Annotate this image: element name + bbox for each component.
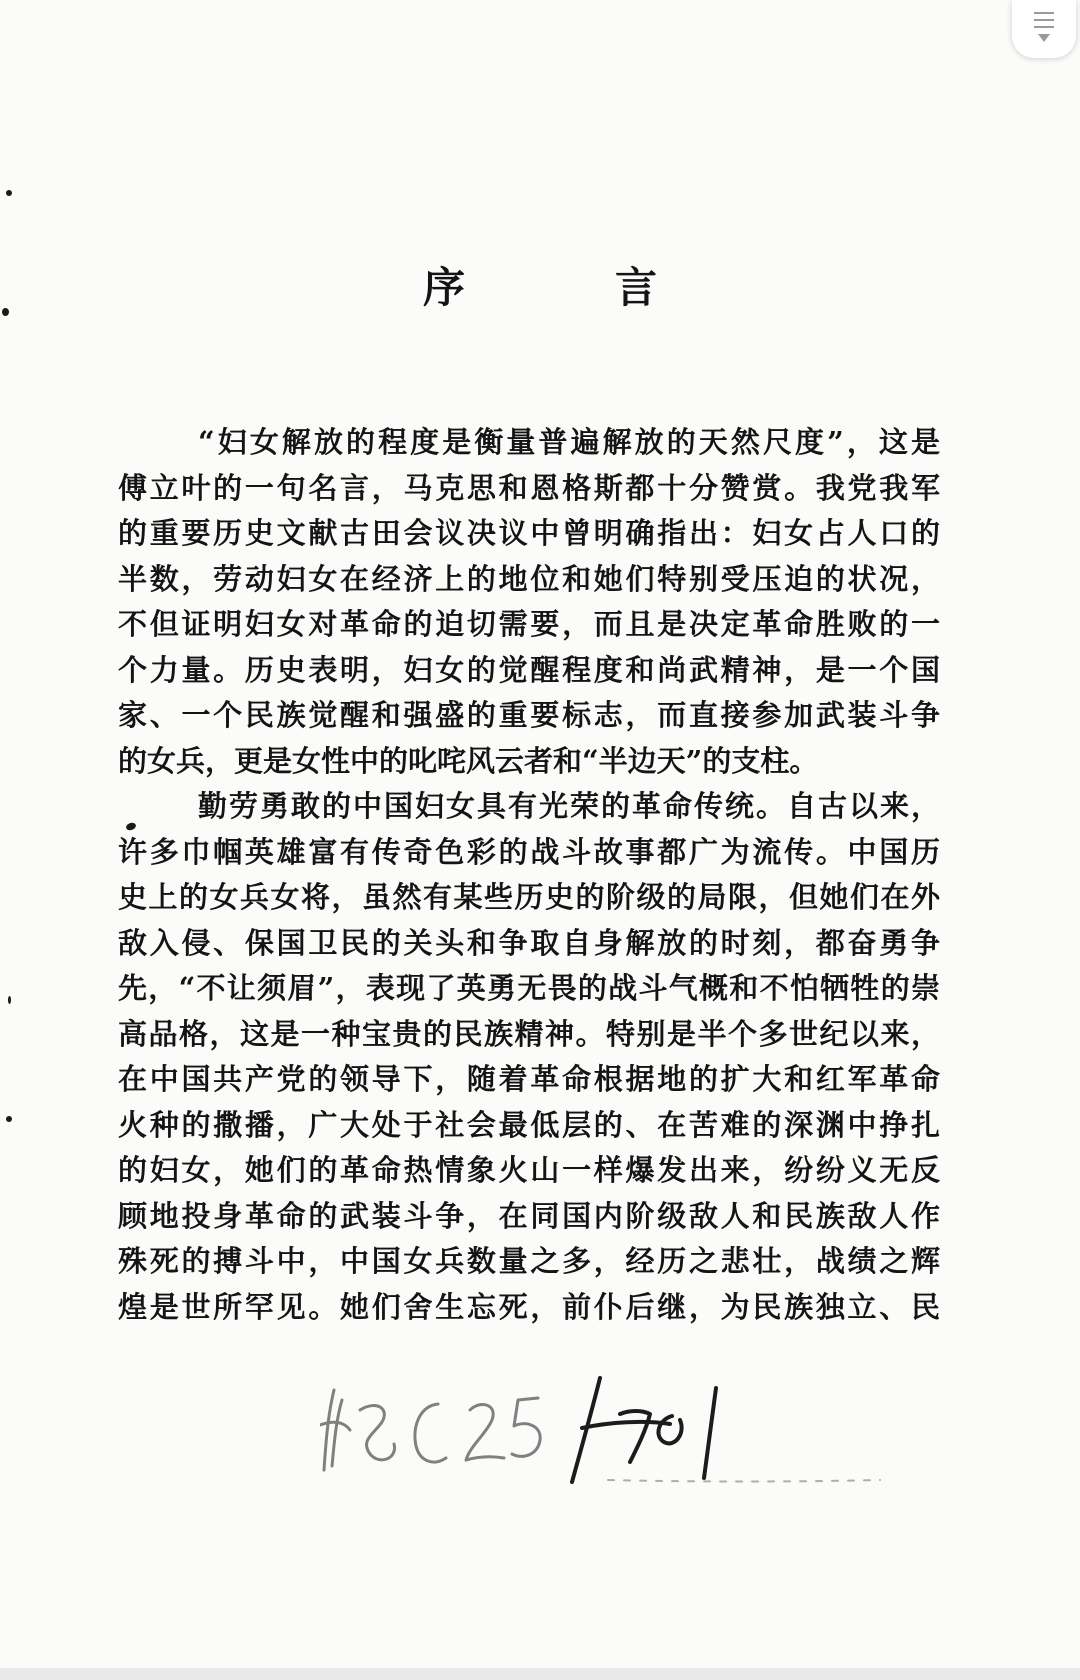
scan-speck	[8, 996, 11, 1004]
text-line: 不但证明妇女对革命的迫切需要，而且是决定革命胜败的一	[118, 607, 940, 641]
paragraph	[118, 420, 940, 784]
text-line: 敌入侵、保国卫民的关头和争取自身解放的时刻，都奋勇争	[118, 925, 940, 960]
handwritten-annotation	[320, 1370, 960, 1490]
text-line: 殊死的搏斗中，中国女兵数量之多，经历之悲壮，战绩之辉	[118, 1244, 940, 1278]
text-line: 的重要历史文献古田会议决议中曾明确指出：妇女占人口的	[118, 516, 940, 550]
text-line: 勤劳勇敢的中国妇女具有光荣的革命传统。自古以来，	[198, 789, 940, 823]
text-line: 史上的女兵女将，虽然有某些历史的阶级的局限，但她们在外	[118, 880, 940, 914]
text-line: 在中国共产党的领导下，随着革命根据地的扩大和红军革命	[118, 1062, 940, 1096]
text-line: 半数，劳动妇女在经济上的地位和她们特别受压迫的状况，	[118, 561, 940, 596]
text-line: 火种的撒播，广大处于社会最低层的、在苦难的深渊中挣扎	[118, 1107, 940, 1142]
text-line: 高品格，这是一种宝贵的民族精神。特别是半个多世纪以来，	[118, 1016, 940, 1051]
text-line: 的女兵，更是女性中的叱咤风云者和“半边天”的支柱。	[118, 743, 819, 778]
scroll-handle-bar	[1034, 26, 1054, 28]
scan-speck	[6, 190, 12, 196]
text-line: 许多巾帼英雄富有传奇色彩的战斗故事都广为流传。中国历	[118, 834, 940, 869]
title-char: 言	[615, 263, 658, 312]
chevron-down-icon	[1038, 34, 1050, 42]
scroll-handle-bar	[1034, 12, 1054, 14]
text-line: 的妇女，她们的革命热情象火山一样爆发出来，纷纷义无反	[118, 1153, 940, 1187]
body-text	[118, 420, 940, 1330]
scan-speck	[6, 1116, 12, 1122]
text-line: 家、一个民族觉醒和强盛的重要标志，而直接参加武装斗争	[118, 698, 940, 732]
page-title	[0, 258, 1080, 318]
paragraph	[118, 784, 940, 1330]
text-line: 煌是世所罕见。她们舍生忘死，前仆后继，为民族独立、民	[118, 1289, 940, 1324]
text-line: 傅立叶的一句名言，马克思和恩格斯都十分赞赏。我党我军	[118, 470, 940, 505]
bottom-bar	[0, 1668, 1080, 1680]
text-line: 先，“不让须眉”，表现了英勇无畏的战斗气概和不怕牺牲的崇	[118, 971, 940, 1005]
text-line: 个力量。历史表明，妇女的觉醒程度和尚武精神，是一个国	[118, 652, 940, 687]
scroll-handle-icon[interactable]	[1012, 0, 1076, 58]
text-line: “妇女解放的程度是衡量普遍解放的天然尺度”，这是	[198, 425, 940, 459]
text-line: 顾地投身革命的武装斗争，在同国内阶级敌人和民族敌人作	[118, 1198, 940, 1233]
scroll-handle-bar	[1034, 19, 1054, 21]
title-char: 序	[422, 263, 465, 312]
